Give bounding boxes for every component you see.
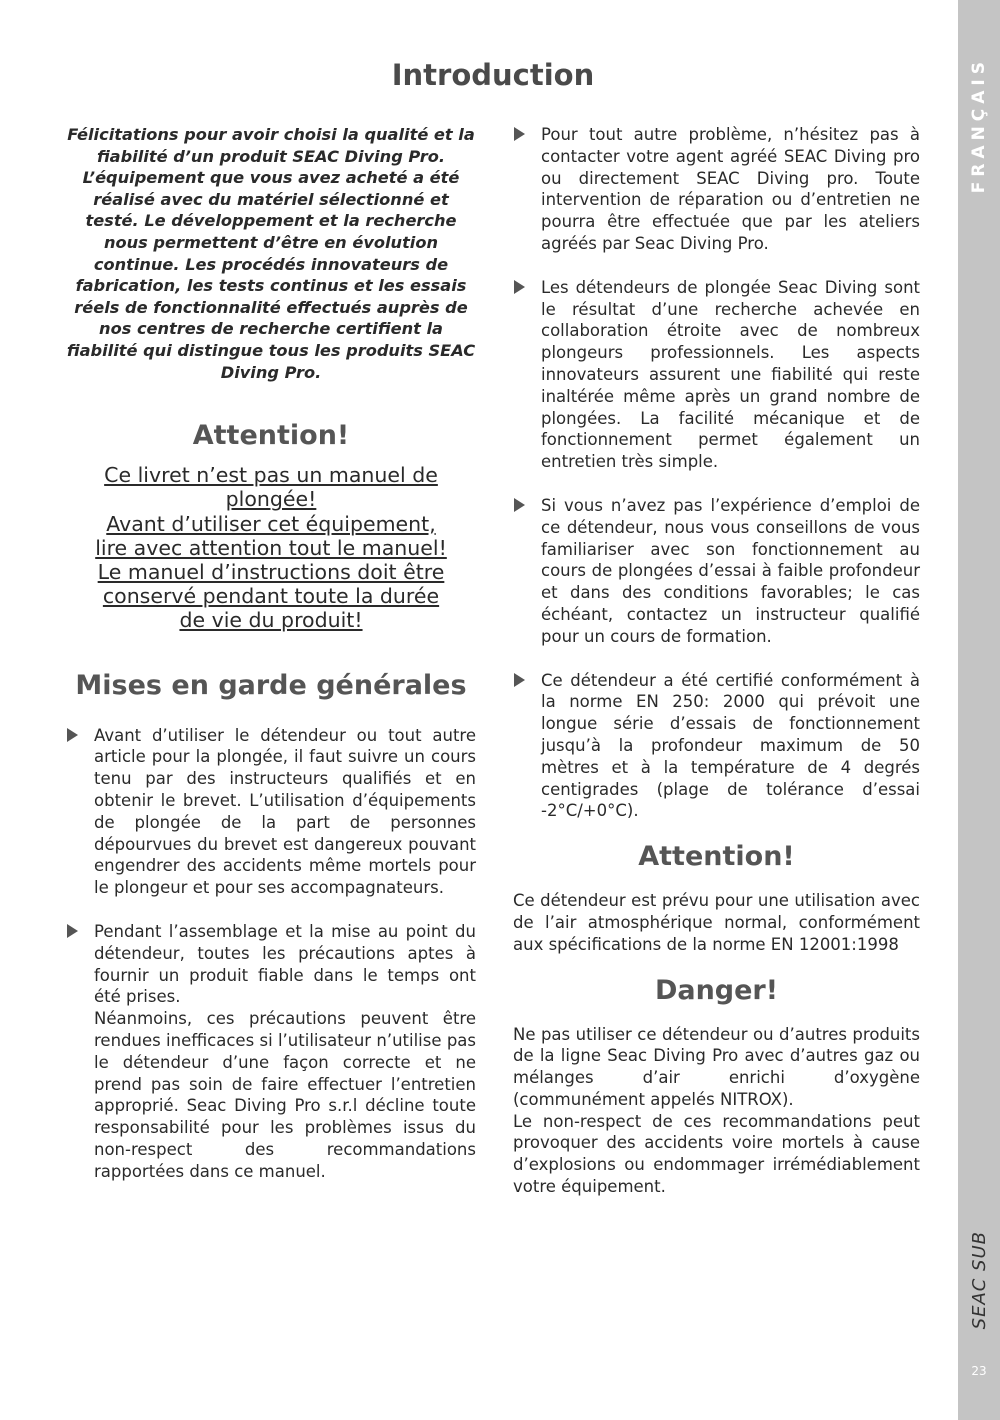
warning-bullet-text: Avant d’utiliser le détendeur ou tout autre article pour la plongée, il faut suivre un cours tenu par des instructeurs qualifiés et en obtenir le brevet. L’utilisation d’équipements de plongée de la part de personnes dépourvues du brevet est dangereux pouvant engendrer des accidents même mortels pour le plongeur et pour ses accompagnateurs.	[94, 725, 476, 898]
attention-notice	[66, 463, 476, 632]
info-bullet	[513, 670, 920, 823]
attention-text: Ce détendeur est prévu pour une utilisation avec de l’air atmosphérique normal, conformément aux spécifications de la norme EN 12001:1998	[513, 891, 920, 954]
info-bullet-text: Ce détendeur a été certifié conformément à la norme EN 250: 2000 qui prévoit une longue série d’essais de fonctionnement jusqu’à la profondeur maximum de 50 mètres et à la température de 4 degrés centigrades (plage de tolérance d’essai -2°C/+0°C).	[541, 670, 920, 821]
attention-line: conservé pendant toute la durée	[102, 584, 440, 609]
attention-line: plongée!	[225, 487, 317, 512]
page-number: 23	[971, 1364, 987, 1378]
info-bullet-text: Les détendeurs de plongée Seac Diving sont le résultat d’une recherche achevée en collaboration étroite avec de nombreux plongeurs professionnels. Les aspects innovateurs assurent une fiabilité qui reste inaltérée même après un grand nombre de plongées. La facilité mécanique et de fonctionnement permet également un entretien très simple.	[541, 277, 920, 472]
attention-line: Ce livret n’est pas un manuel de	[104, 463, 438, 488]
right-column	[513, 124, 920, 1198]
info-bullet	[513, 124, 920, 255]
general-warnings-heading: Mises en garde générales	[75, 669, 467, 701]
info-bullet-text: Pour tout autre problème, n’hésitez pas à contacter votre agent agréé SEAC Diving pro ou directement SEAC Diving pro. Toute intervention de réparation ou d’entretien ne pourra être effectuée que par les ateliers agréés par Seac Diving Pro.	[541, 125, 920, 253]
triangle-right-icon	[67, 728, 78, 742]
language-label: FRANÇAIS	[969, 56, 989, 194]
warning-bullet-text: Pendant l’assemblage et la mise au point du détendeur, toutes les précautions aptes à fournir un produit fiable dans le temps ont été prises.	[94, 921, 476, 1007]
brand-label: SEAC SUB	[968, 1230, 990, 1330]
triangle-right-icon	[514, 673, 525, 687]
brand-tab	[958, 1210, 1000, 1350]
attention-line: Le manuel d’instructions doit être	[97, 559, 445, 584]
intro-paragraph: Félicitations pour avoir choisi la qualité et la fiabilité d’un produit SEAC Diving Pro. L’équipement que vous avez acheté a été réalisé avec du matériel sélectionné et testé. Le développement et la recherche nous permettent d’être en évolution continue. Les procédés innovateurs de fabrication, les tests continus et les essais réels de fonctionnalité effectués auprès de nos centres de recherche certifient la fiabilité qui distingue tous les produits SEAC Diving Pro.	[66, 125, 476, 382]
danger-text-2: Le non-respect de ces recommandations peut provoquer des accidents voire mortels à cause d’explosions ou endommager irrémédiablement votre équipement.	[513, 1111, 920, 1197]
attention-line: de vie du produit!	[179, 608, 363, 633]
triangle-right-icon	[514, 280, 525, 294]
language-tab	[958, 40, 1000, 210]
left-column	[66, 124, 476, 1182]
attention-heading-2: Attention!	[638, 841, 795, 873]
warning-bullet-continuation: Néanmoins, ces précautions peuvent être rendues inefficaces si l’utilisateur n’utilise pas le détendeur d’une façon correcte et ne prend pas soin de faire effectuer l’entretien approprié. Seac Diving Pro s.r.l décline toute responsabilité pour les problèmes issus du non-respect des recommandations rapportées dans ce manuel.	[94, 1009, 476, 1181]
danger-heading: Danger!	[654, 974, 779, 1006]
language-sidebar	[958, 0, 1000, 1420]
danger-text: Ne pas utiliser ce détendeur ou d’autres produits de la ligne Seac Diving Pro avec d’autres gaz ou mélanges d’air enrichi d’oxygène (communément appelés NITROX).	[513, 1024, 920, 1109]
triangle-right-icon	[67, 924, 78, 938]
attention-line: lire avec attention tout le manuel!	[95, 535, 447, 560]
info-bullet	[513, 495, 920, 648]
attention-line: Avant d’utiliser cet équipement,	[106, 511, 436, 536]
attention-heading: Attention!	[192, 420, 350, 452]
warning-bullet	[66, 921, 476, 1183]
triangle-right-icon	[514, 127, 525, 141]
warning-bullet	[66, 725, 476, 899]
info-bullet	[513, 277, 920, 473]
triangle-right-icon	[514, 498, 525, 512]
info-bullet-text: Si vous n’avez pas l’expérience d’emploi de ce détendeur, nous vous conseillons de vous familiariser avec son fonctionnement au cours de plongées d’essai à faible profondeur et dans des conditions favorables; le cas échéant, contactez un instructeur qualifié pour un cours de formation.	[541, 495, 920, 646]
page-title: Introduction	[391, 58, 595, 92]
